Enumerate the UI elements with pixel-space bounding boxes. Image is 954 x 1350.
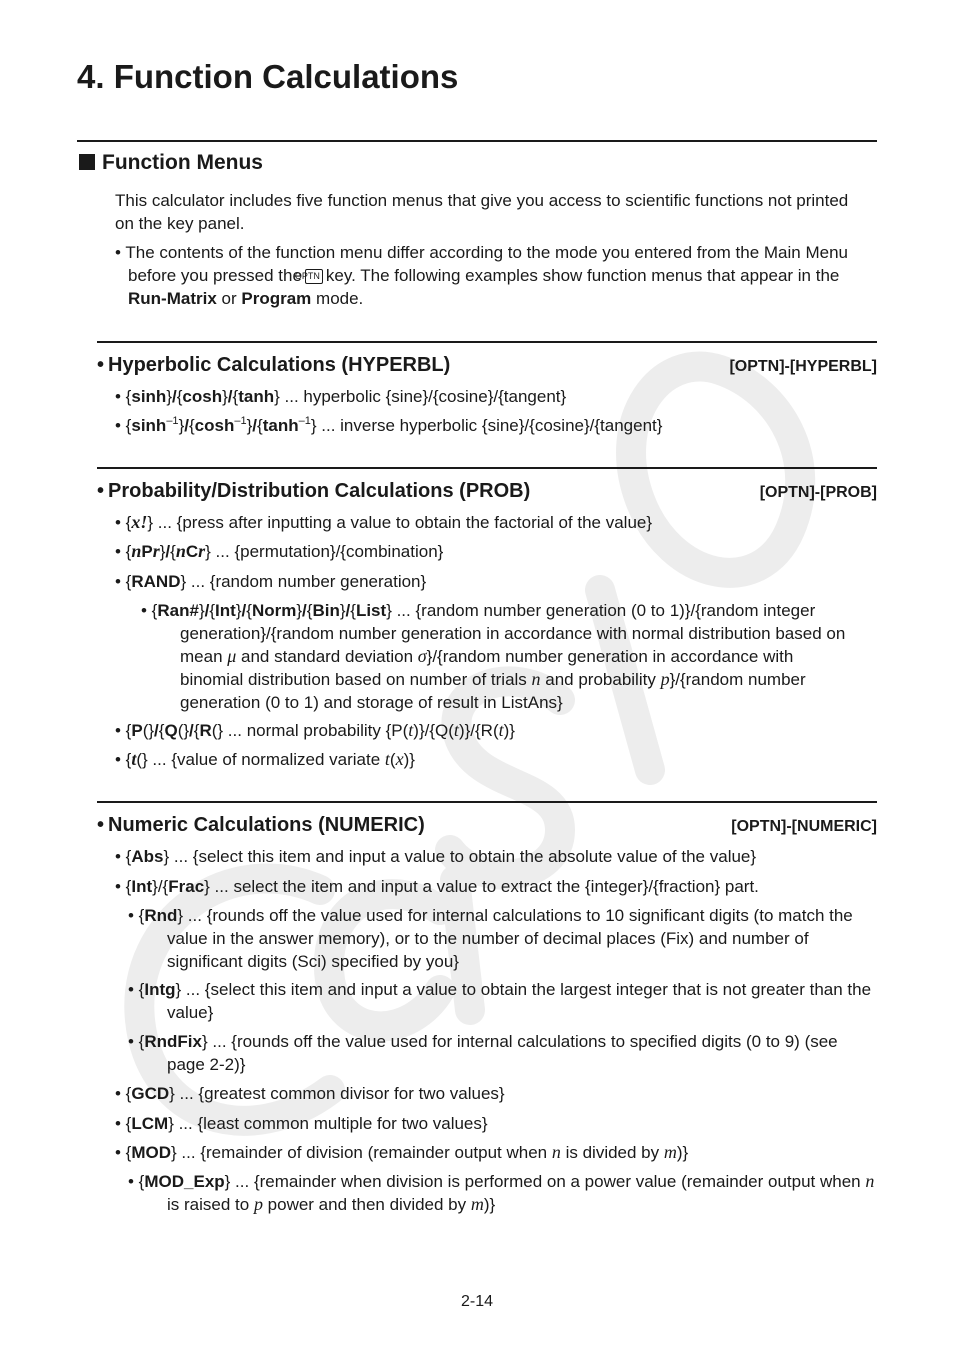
square-bullet-icon — [79, 154, 95, 170]
note-text-1: • The contents of the function menu differ according to the mode you entered from the Main Menu before you pressed the — [115, 243, 848, 285]
numeric-item-int-frac: • {Int}/{Frac} ... select the item and input a value to extract the {integer}/{fraction} part. — [115, 877, 759, 896]
hyperbolic-item-2: • $\{\sinh^{-1}\}/\{\cosh^{-1}\}/\{\tanh^{-1}\}$ ... inverse hyperbolic {sine}/{cosine}/{tangent} — [115, 415, 663, 435]
numeric-key-sequence: [OPTN]-[NUMERIC] — [731, 818, 877, 835]
note-mode-run-matrix: Run-Matrix — [128, 289, 217, 308]
numeric-heading — [97, 814, 877, 837]
probability-divider — [97, 467, 877, 469]
probability-item-6: • {t(} ... {value of normalized variate t(x)} — [115, 749, 415, 769]
note-or: or — [221, 289, 237, 308]
hyperbolic-divider — [97, 341, 877, 343]
numeric-title: Numeric Calculations (NUMERIC) — [108, 814, 425, 836]
probability-item-2: • {nPr}/{nCr} ... {permutation}/{combination} — [115, 541, 444, 561]
section-divider — [77, 140, 877, 142]
probability-heading — [97, 480, 877, 503]
bullet-dot-icon: • — [97, 354, 105, 376]
numeric-item-mod-exp: • {MOD_Exp} ... {remainder when division is performed on a power value (remainder output when n is raised to p power and then divided by m)} — [128, 1171, 875, 1214]
numeric-divider — [97, 801, 877, 803]
note-end: mode. — [316, 289, 364, 308]
probability-item-1: • {x!} ... {press after inputting a value to obtain the factorial of the value} — [115, 512, 653, 532]
numeric-item-rnd: • {Rnd} ... {rounds off the value used for internal calculations to 10 significant digits (to match the value in the answer memory), or to the number of decimal places (Fix) and number of significant digits (Sci) specified by you} — [128, 906, 853, 971]
bullet-dot-icon: • — [97, 814, 105, 836]
numeric-item-rndfix: • {RndFix} ... {rounds off the value used for internal calculations to specified digits (0 to 9) (see page 2-2)} — [128, 1032, 838, 1074]
page-number: 2-14 — [460, 1293, 494, 1310]
probability-item-3: • {RAND} ... {random number generation} — [115, 572, 427, 591]
bullet-dot-icon: • — [97, 480, 105, 502]
hyperbolic-item-1: • {sinh}/{cosh}/{tanh} ... hyperbolic {sine}/{cosine}/{tangent} — [115, 387, 567, 406]
section-title-text: Function Menus — [102, 151, 263, 174]
numeric-item-mod: • {MOD} ... {remainder of division (remainder output when n is divided by m)} — [115, 1142, 689, 1162]
numeric-item-intg: • {Intg} ... {select this item and input a value to obtain the largest integer that is not greater than the value} — [128, 980, 872, 1022]
note-text-2: key. The following examples show function menus that appear in the — [325, 266, 840, 285]
optn-key-icon: OPTN — [305, 269, 323, 284]
numeric-item-lcm: • {LCM} ... {least common multiple for two values} — [115, 1114, 488, 1133]
intro-paragraph: This calculator includes five function menus that give you access to scientific functions not printed on the key panel. — [115, 191, 849, 233]
hyperbolic-title: Hyperbolic Calculations (HYPERBL) — [108, 354, 451, 376]
note-mode-program: Program — [241, 289, 312, 308]
page-title: 4. Function Calculations — [77, 58, 459, 95]
probability-key-sequence: [OPTN]-[PROB] — [759, 484, 877, 501]
section-heading — [79, 151, 263, 175]
numeric-item-gcd: • {GCD} ... {greatest common divisor for two values} — [115, 1084, 505, 1103]
probability-item-5: • {P(}/{Q(}/{R(} ... normal probability {P(t)}/{Q(t)}/{R(t)} — [115, 720, 515, 740]
hyperbolic-key-sequence: [OPTN]-[HYPERBL] — [729, 358, 877, 375]
numeric-item-abs: • {Abs} ... {select this item and input a value to obtain the absolute value of the value} — [115, 847, 757, 866]
hyperbolic-heading — [97, 354, 877, 377]
probability-item-4: • {Ran#}/{Int}/{Norm}/{Bin}/{List} ... {random number generation (0 to 1)}/{random integer generation}/{random number generation in accordance with normal distribution based on mean μ and standard deviation σ}/{random number generation in accordance with binomial distribution based on number of trials n and probability p}/{random number generation (0 to 1) and storage of result in ListAns} — [141, 601, 846, 712]
probability-title: Probability/Distribution Calculations (PROB) — [108, 480, 531, 502]
mode-note — [115, 241, 873, 310]
